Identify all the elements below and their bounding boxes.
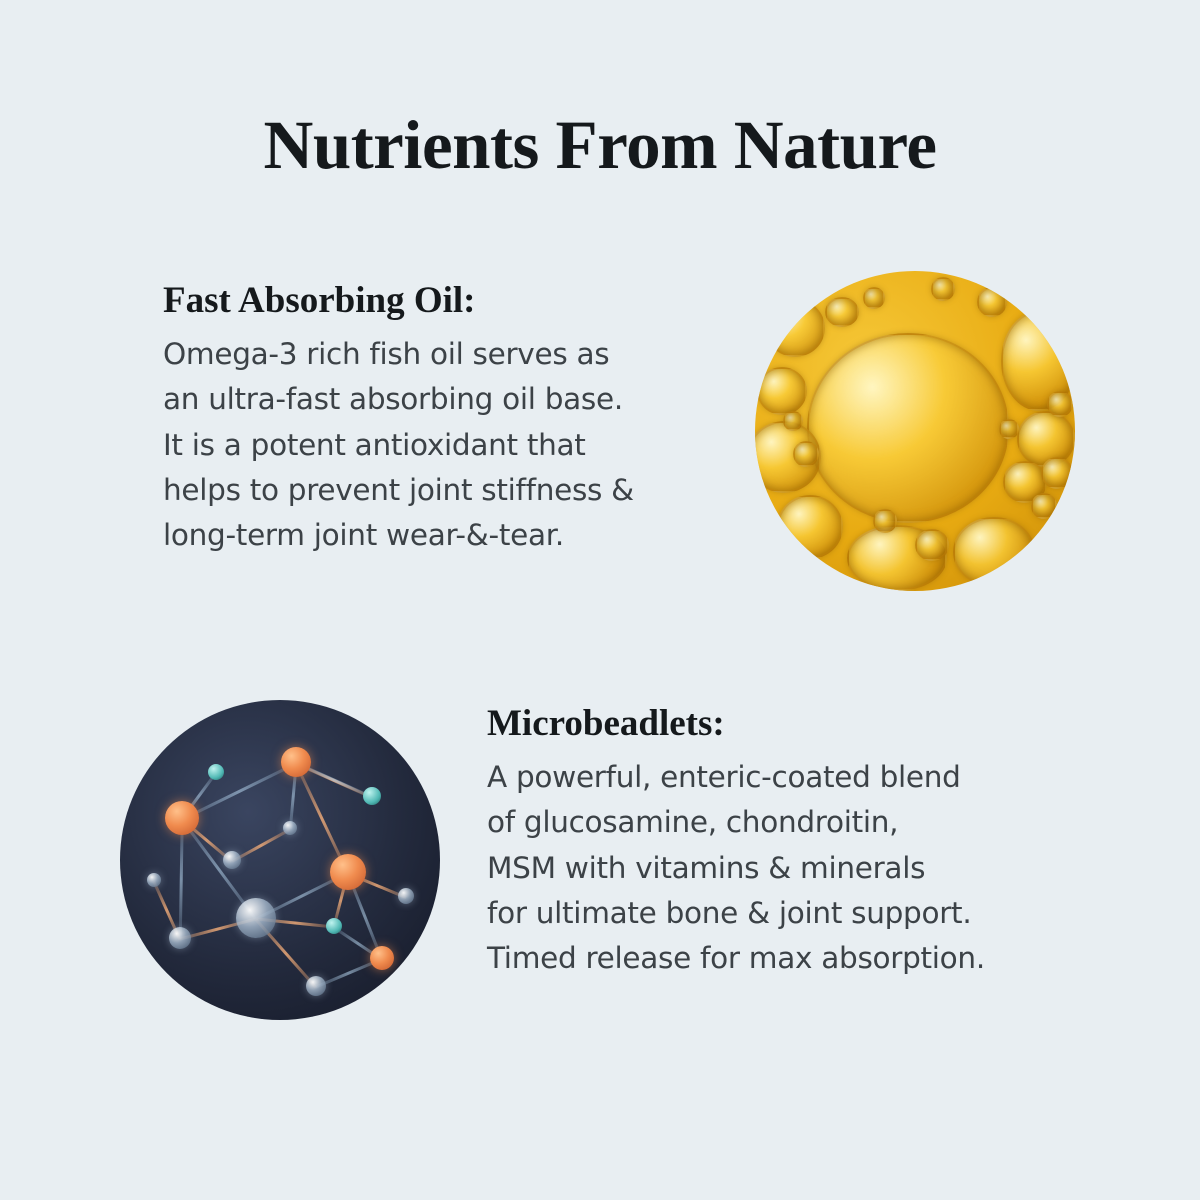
molecule-node [326, 918, 342, 934]
molecule-node [169, 927, 191, 949]
molecule-node [306, 976, 326, 996]
section-two-body-line: for ultimate bone & joint support. [487, 895, 972, 930]
section-one-heading: Fast Absorbing Oil: [163, 280, 476, 321]
molecule-node [208, 764, 224, 780]
molecule-node [236, 898, 276, 938]
molecule-node [165, 801, 199, 835]
molecule-node [370, 946, 394, 970]
section-one-body-line: helps to prevent joint stiffness & [163, 472, 634, 507]
molecule-node [223, 851, 241, 869]
molecule-node [363, 787, 381, 805]
section-two-body-line: Timed release for max absorption. [487, 940, 985, 975]
section-one-body-line: It is a potent antioxidant that [163, 427, 586, 462]
section-two-heading: Microbeadlets: [487, 703, 725, 744]
molecule-network-circle-image [120, 700, 440, 1020]
molecule-node [283, 821, 297, 835]
molecule-node [281, 747, 311, 777]
oil-bubbles-circle-image [755, 271, 1075, 591]
section-one-body-line: Omega-3 rich fish oil serves as [163, 337, 610, 372]
section-fast-absorbing-oil [0, 255, 1200, 625]
section-two-body-line: of glucosamine, chondroitin, [487, 805, 899, 840]
section-one-text-block [163, 278, 753, 558]
section-two-body-line: A powerful, enteric-coated blend [487, 760, 961, 795]
section-two-body-line: MSM with vitamins & minerals [487, 850, 926, 885]
page-title: Nutrients From Nature [263, 107, 937, 183]
molecule-bond [179, 819, 183, 939]
section-one-body-line: long-term joint wear-&-tear. [163, 517, 564, 552]
section-two-text-block [487, 701, 1107, 981]
molecule-bond [181, 762, 296, 820]
section-one-body-line: an ultra-fast absorbing oil base. [163, 382, 623, 417]
molecule-node [398, 888, 414, 904]
molecule-node [147, 873, 161, 887]
molecule-node [330, 854, 366, 890]
